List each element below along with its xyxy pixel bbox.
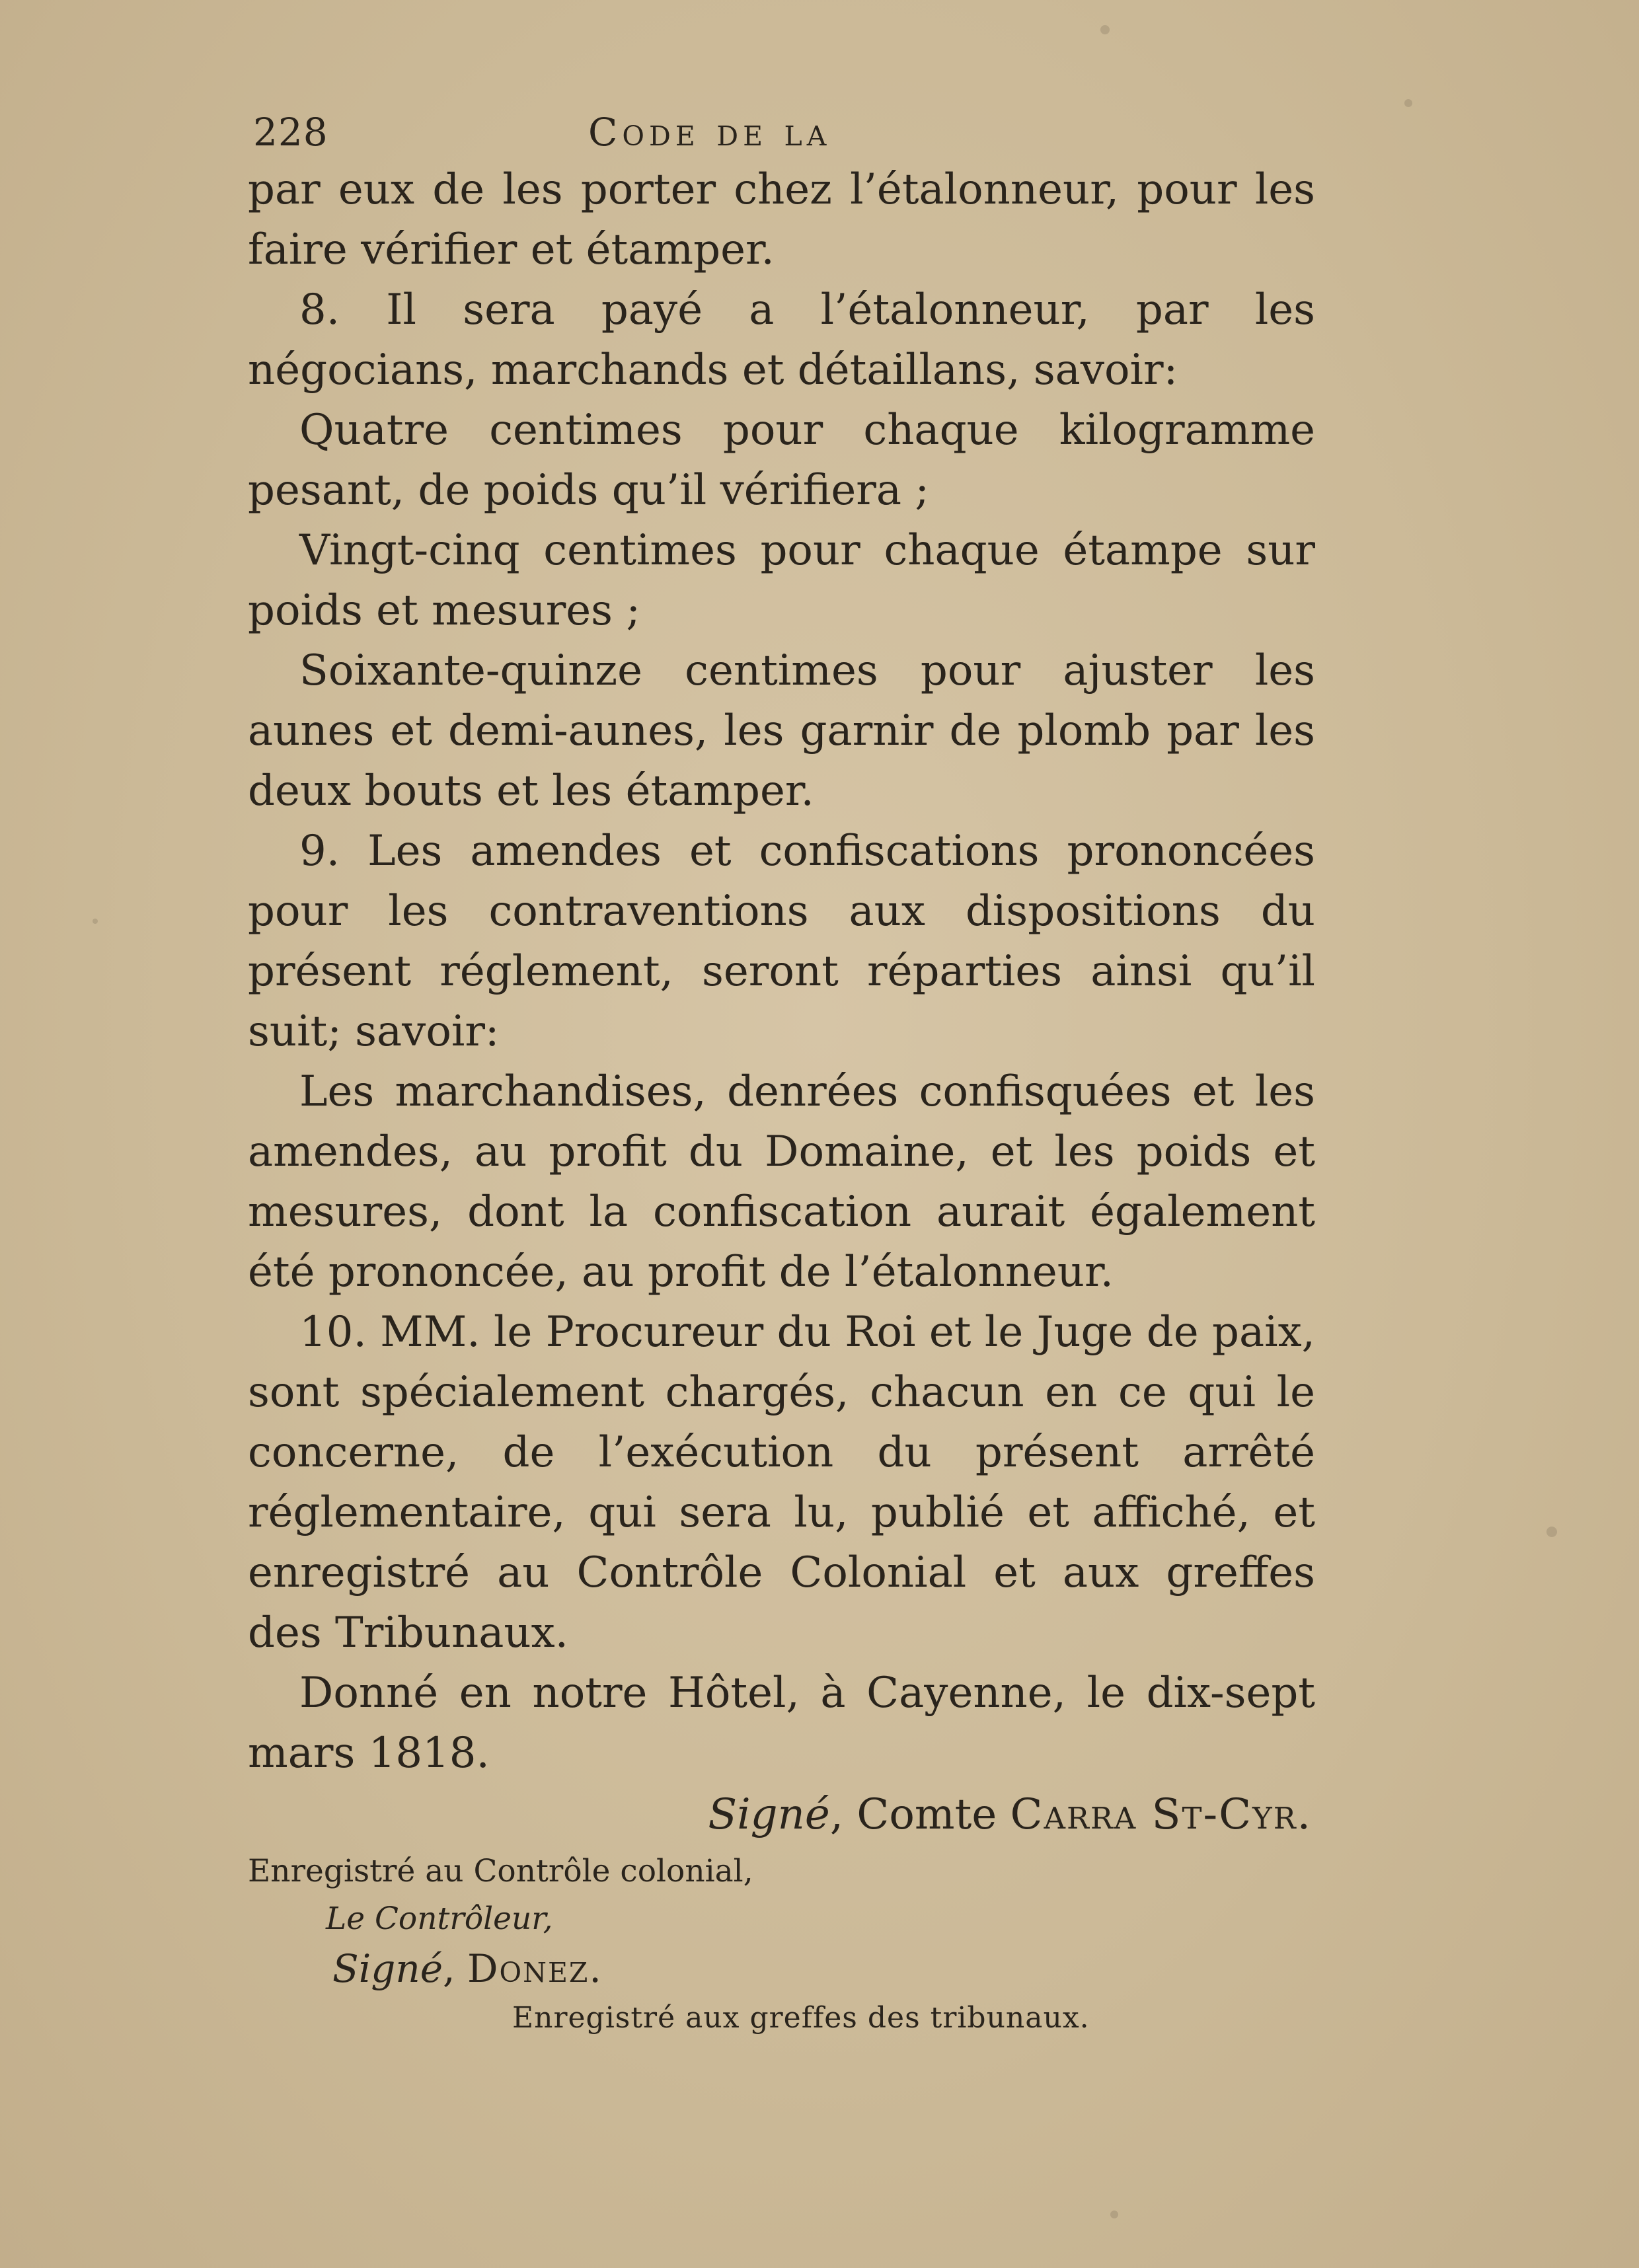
controleur-title: Le Contrôleur,: [326, 1901, 553, 1937]
paper-speck: [1546, 1527, 1557, 1537]
comte-title: Comte: [857, 1790, 997, 1839]
registration-greffes: Enregistré aux greffes des tribunaux.: [512, 2001, 1090, 2035]
signatory-name: Carra St-Cyr.: [1010, 1790, 1312, 1839]
book-page: [248, 99, 1315, 2042]
running-title: Code de la: [588, 110, 831, 155]
fee-stamp: Vingt-cinq centimes pour chaque étampe sur poids et mesures ;: [248, 526, 1315, 635]
signe-label: Signé: [708, 1790, 830, 1839]
body-text: [248, 160, 1315, 1784]
article-8: 8. Il sera payé a l’étalonneur, par les négocians, marchands et détaillans, savoir:: [248, 285, 1315, 395]
registration-controle: Enregistré au Contrôle colonial,: [248, 1853, 753, 1889]
fee-weights: Quatre centimes pour chaque kilogramme pesant, de poids qu’il vérifiera ;: [248, 406, 1315, 515]
given-at-line: Donné en notre Hôtel, à Cayenne, le dix-sept mars 1818.: [248, 1669, 1315, 1778]
paper-speck: [1404, 99, 1412, 107]
governor-signature: Signé, Comte Carra St-Cyr.: [708, 1790, 1312, 1839]
page-number: 228: [253, 110, 328, 155]
paragraph-continued: par eux de les porter chez l’étalonneur, pour les faire vérifier et étamper.: [248, 165, 1315, 274]
controleur-signature: Signé, Donez.: [332, 1946, 603, 1991]
running-header: [248, 99, 1315, 160]
paper-speck: [93, 919, 98, 924]
signe-label-2: Signé: [332, 1946, 443, 1991]
paper-speck: [1110, 2211, 1118, 2218]
fee-aunes: Soixante-quinze centimes pour ajuster les aunes et demi-aunes, les garnir de plomb par les deux bouts et les étamper.: [248, 646, 1315, 815]
confiscation-paragraph: Les marchandises, denrées confisquées et les amendes, au profit du Domaine, et les poids et mesures, dont la confiscation aurait également été prononcée, au profit de l’étalonneur.: [248, 1067, 1315, 1297]
article-9: 9. Les amendes et confiscations prononcées pour les contraventions aux dispositions du présent réglement, seront réparties ainsi qu’il suit; savoir:: [248, 827, 1315, 1056]
article-10: 10. MM. le Procureur du Roi et le Juge de paix, sont spécialement chargés, chacun en ce qui le concerne, de l’exécution du présent arrêté réglementaire, qui sera lu, publié et affiché, et enregistré au Contrôle Colonial et aux greffes des Tribunaux.: [248, 1308, 1315, 1657]
paper-speck: [1100, 25, 1110, 34]
controleur-name: Donez.: [467, 1946, 603, 1991]
